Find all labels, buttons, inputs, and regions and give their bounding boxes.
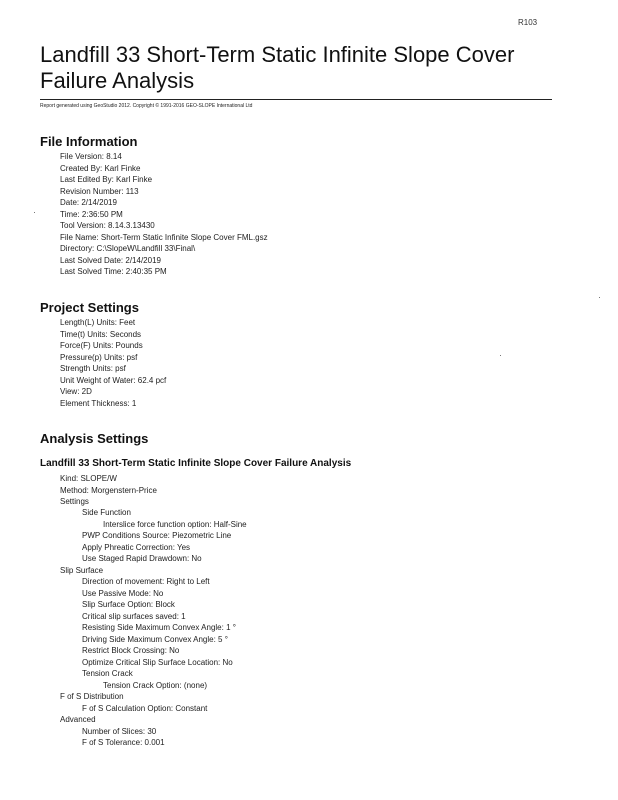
project-setting-item: View: 2D (60, 387, 92, 396)
analysis-setting-item: Critical slip surfaces saved: 1 (82, 612, 186, 621)
report-generated-note: Report generated using GeoStudio 2012. Copyright © 1991-2016 GEO-SLOPE International Ltd (40, 103, 253, 109)
report-title-line-1: Landfill 33 Short-Term Static Infinite Slope Cover (40, 42, 515, 67)
file-info-item: Last Solved Date: 2/14/2019 (60, 256, 161, 265)
analysis-setting-item: Direction of movement: Right to Left (82, 577, 210, 586)
analysis-setting-item: Number of Slices: 30 (82, 727, 157, 736)
analysis-setting-item: Tension Crack (82, 669, 133, 678)
file-info-item: Tool Version: 8.14.3.13430 (60, 221, 155, 230)
analysis-setting-item: F of S Distribution (60, 692, 124, 701)
analysis-setting-item: Resisting Side Maximum Convex Angle: 1 ° (82, 623, 236, 632)
page-number: R103 (518, 18, 538, 27)
scan-speck (34, 212, 35, 213)
file-info-item: Directory: C:\SlopeW\Landfill 33\Final\ (60, 244, 196, 253)
project-setting-item: Element Thickness: 1 (60, 399, 137, 408)
title-divider (40, 99, 552, 100)
analysis-setting-item: F of S Tolerance: 0.001 (82, 738, 165, 747)
project-setting-item: Force(F) Units: Pounds (60, 341, 143, 350)
project-setting-item: Strength Units: psf (60, 364, 126, 373)
file-information-heading: File Information (40, 134, 138, 149)
analysis-setting-item: Interslice force function option: Half-Sine (103, 520, 247, 529)
project-setting-item: Length(L) Units: Feet (60, 318, 136, 327)
file-info-item: Created By: Karl Finke (60, 164, 141, 173)
file-info-item: Revision Number: 113 (60, 187, 139, 196)
analysis-settings-heading: Analysis Settings (40, 431, 149, 446)
project-setting-item: Time(t) Units: Seconds (60, 330, 142, 339)
analysis-setting-item: Slip Surface (60, 566, 104, 575)
analysis-setting-item: F of S Calculation Option: Constant (82, 704, 208, 713)
file-info-item: File Version: 8.14 (60, 152, 122, 161)
analysis-setting-item: Tension Crack Option: (none) (103, 681, 208, 690)
analysis-setting-item: Slip Surface Option: Block (82, 600, 175, 609)
project-setting-item: Unit Weight of Water: 62.4 pcf (60, 376, 167, 385)
analysis-setting-item: Method: Morgenstern-Price (60, 486, 157, 495)
analysis-setting-item: Restrict Block Crossing: No (82, 646, 180, 655)
file-info-item: Date: 2/14/2019 (60, 198, 117, 207)
file-info-item: Last Solved Time: 2:40:35 PM (60, 267, 167, 276)
project-settings-heading: Project Settings (40, 300, 139, 315)
file-info-item: File Name: Short-Term Static Infinite Slope Cover FML.gsz (60, 233, 268, 242)
analysis-setting-item: PWP Conditions Source: Piezometric Line (82, 531, 232, 540)
file-info-item: Last Edited By: Karl Finke (60, 175, 153, 184)
analysis-setting-item: Kind: SLOPE/W (60, 474, 117, 483)
analysis-setting-item: Settings (60, 497, 89, 506)
file-info-item: Time: 2:36:50 PM (60, 210, 123, 219)
report-title (40, 42, 514, 94)
scan-speck (599, 297, 600, 298)
analysis-setting-item: Driving Side Maximum Convex Angle: 5 ° (82, 635, 228, 644)
analysis-name-subheading: Landfill 33 Short-Term Static Infinite Slope Cover Failure Analysis (40, 458, 352, 469)
project-setting-item: Pressure(p) Units: psf (60, 353, 138, 362)
analysis-setting-item: Apply Phreatic Correction: Yes (82, 543, 191, 552)
analysis-setting-item: Advanced (60, 715, 96, 724)
analysis-setting-item: Optimize Critical Slip Surface Location: No (82, 658, 233, 667)
report-title-line-2: Failure Analysis (40, 68, 195, 93)
analysis-setting-item: Use Staged Rapid Drawdown: No (82, 554, 202, 563)
analysis-setting-item: Side Function (82, 508, 131, 517)
analysis-setting-item: Use Passive Mode: No (82, 589, 164, 598)
scan-speck (500, 355, 501, 356)
